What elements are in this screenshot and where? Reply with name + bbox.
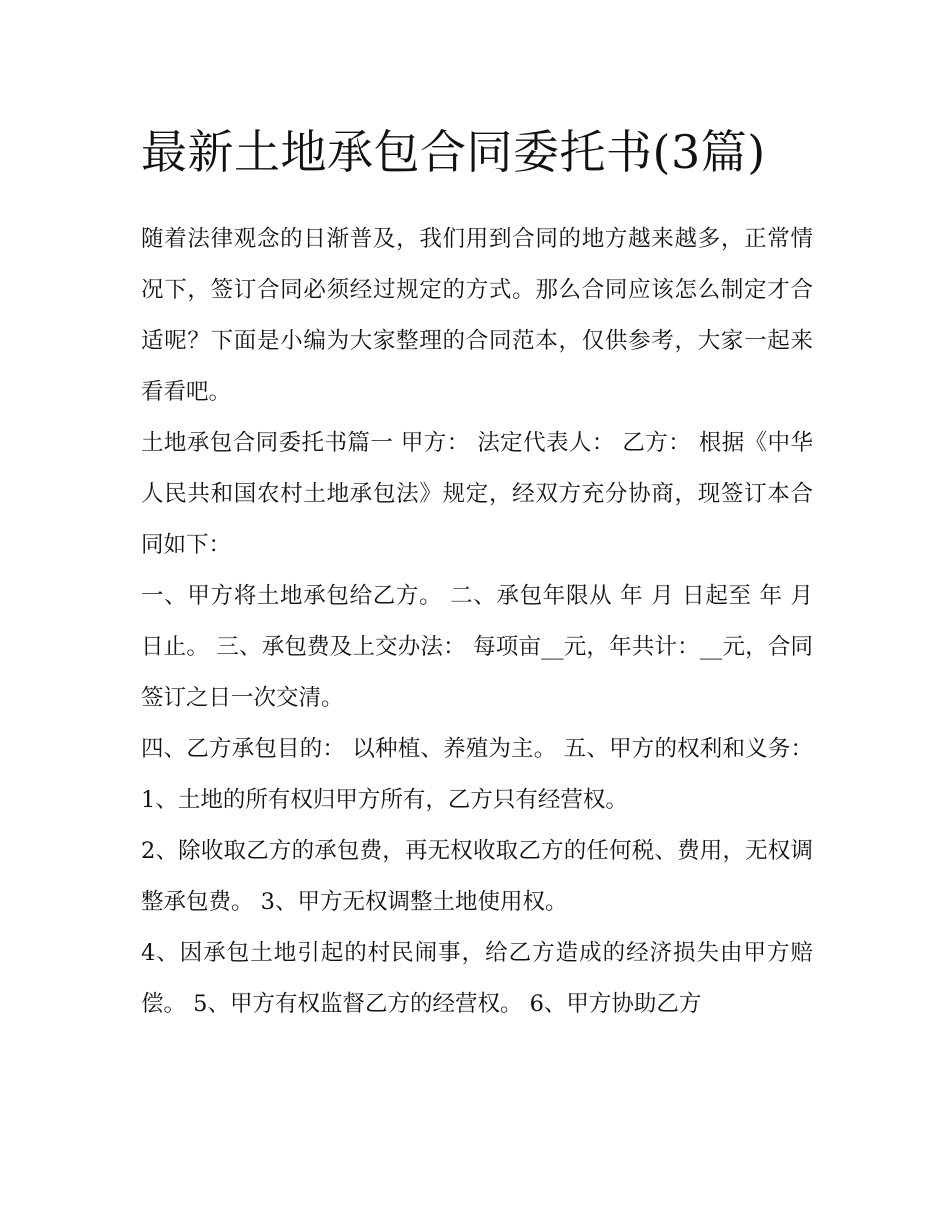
paragraph-terms-4-5: 四、乙方承包目的： 以种植、养殖为主。 五、甲方的权利和义务： 1、土地的所有权归甲方所有，乙方只有经营权。 [141,736,813,813]
document-body [141,112,813,1030]
paragraph-party-a-rights-2-3: 2、除收取乙方的承包费，再无权收取乙方的任何税、费用，无权调整承包费。 3、甲方无权调整土地使用权。 [141,838,813,915]
paragraph-contract-parties: 土地承包合同委托书篇一 甲方： 法定代表人： 乙方： 根据《中华人民共和国农村土地承包法》规定，经双方充分协商，现签订本合同如下： [141,430,813,558]
document-title: 最新土地承包合同委托书(3篇) [141,125,766,179]
paragraph-intro: 随着法律观念的日渐普及，我们用到合同的地方越来越多，正常情况下，签订合同必须经过规定的方式。那么合同应该怎么制定才合适呢？下面是小编为大家整理的合同范本，仅供参考，大家一起来看看吧。 [141,226,813,405]
paragraph-party-a-rights-4-6: 4、因承包土地引起的村民闹事，给乙方造成的经济损失由甲方赔偿。 5、甲方有权监督乙方的经营权。 6、甲方协助乙方 [141,940,813,1017]
paragraph-terms-1-3: 一、甲方将土地承包给乙方。 二、承包年限从 年 月 日起至 年 月 日止。 三、承包费及上交办法： 每项亩__元，年共计：__元，合同签订之日一次交清。 [141,583,813,711]
